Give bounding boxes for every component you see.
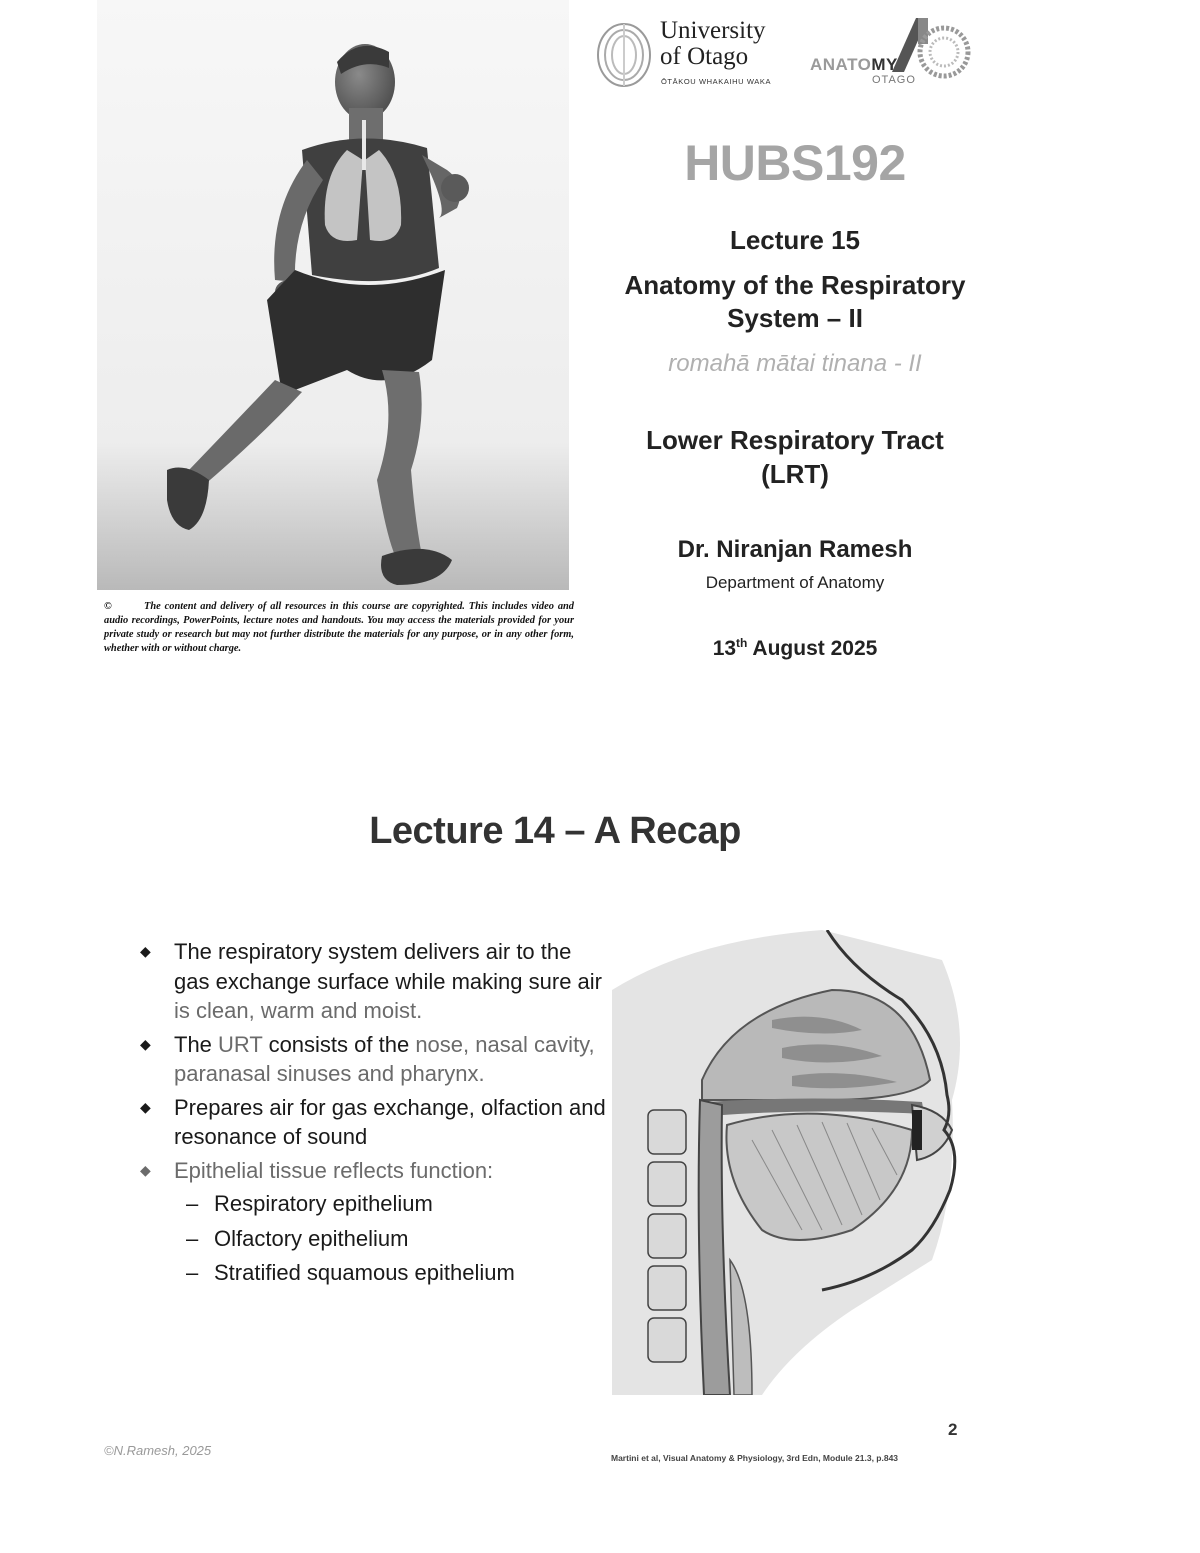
lecturer-name: Dr. Niranjan Ramesh xyxy=(677,536,913,563)
head-sagittal-section-diagram xyxy=(612,930,974,1395)
date-month-year: August 2025 xyxy=(747,637,878,660)
bullet-text: Epithelial tissue reflects function: xyxy=(174,1157,494,1183)
sub-bullet-text: Olfactory epithelium xyxy=(214,1225,409,1251)
lecture-topic xyxy=(580,423,1010,491)
date-day: 13 xyxy=(712,637,737,660)
lecture-title xyxy=(580,269,1010,335)
sub-bullet-item xyxy=(140,1258,610,1288)
bullet-text: consists of the xyxy=(262,1031,416,1057)
university-name-line1: University xyxy=(660,17,766,44)
copyright-text: The content and delivery of all resources in this course are copyrighted. This includes video and audio recordings, PowerPoints, lecture notes and handouts. You may access the materials provided for your private study or research but may not further distribute the materials for any purpose, or in any other form, whether with or without charge. xyxy=(104,601,574,654)
bullet-text: The xyxy=(174,1031,219,1057)
lecture-date xyxy=(580,636,1010,661)
course-code: HUBS192 xyxy=(684,135,906,191)
dash-icon: – xyxy=(186,1260,199,1285)
recap-bullet-list xyxy=(140,937,610,1293)
bullet-icon: ◆ xyxy=(140,1161,151,1178)
slide-title: Lecture 14 – A Recap xyxy=(369,810,741,852)
anatomy-word-light: ANATO xyxy=(810,55,872,74)
anatomy-logo-otago: OTAGO xyxy=(872,74,916,86)
bullet-item xyxy=(140,1156,610,1186)
bullet-icon: ◆ xyxy=(140,1098,151,1115)
sub-bullet-text: Stratified squamous epithelium xyxy=(214,1260,515,1285)
bullet-item xyxy=(140,937,610,1026)
bullet-text: Prepares air for gas exchange, olfaction and resonance of sound xyxy=(174,1094,606,1149)
department-name: Department of Anatomy xyxy=(705,573,885,592)
copyright-notice xyxy=(104,600,574,656)
university-of-otago-logo xyxy=(596,18,796,90)
lecture-title-line2: System – II xyxy=(727,303,863,333)
topic-line2: (LRT) xyxy=(761,459,829,489)
dash-icon: – xyxy=(186,1191,199,1216)
university-crest-icon xyxy=(596,22,652,88)
sub-bullet-text: Respiratory epithelium xyxy=(214,1191,433,1216)
runner-lungs-photo xyxy=(97,0,569,590)
lecture-title-maori: romahā mātai tinana - II xyxy=(668,350,922,377)
bullet-icon: ◆ xyxy=(140,1035,151,1052)
anatomy-wordmark xyxy=(810,55,898,75)
sub-bullet-item xyxy=(140,1189,610,1219)
bullet-text: The respiratory system delivers air to the gas exchange surface while making sure air xyxy=(174,939,603,994)
anatomy-word-bold: MY xyxy=(871,55,898,74)
slide-number: 2 xyxy=(948,1420,958,1439)
copyright-symbol: © xyxy=(104,601,112,612)
university-name-line2: of Otago xyxy=(660,43,749,70)
bullet-text-gray: nose, nasal cavity, paranasal sinuses and pharynx. xyxy=(174,1031,595,1086)
sub-bullet-item xyxy=(140,1224,610,1254)
topic-line1: Lower Respiratory Tract xyxy=(646,425,944,455)
author-credit: ©N.Ramesh, 2025 xyxy=(104,1443,212,1458)
dash-icon: – xyxy=(186,1225,199,1251)
bullet-item xyxy=(140,1093,610,1152)
bullet-icon: ◆ xyxy=(140,943,151,959)
bullet-item xyxy=(140,1030,610,1089)
figure-credit: Martini et al, Visual Anatomy & Physiology, 3rd Edn, Module 21.3, p.843 xyxy=(611,1453,899,1463)
date-suffix: th xyxy=(736,636,748,650)
lecture-number: Lecture 15 xyxy=(729,225,861,255)
university-maori-name: ŌTĀKOU WHAKAIHU WAKA xyxy=(661,77,772,86)
bullet-text-gray: is clean, warm and moist. xyxy=(174,998,423,1023)
bullet-text-urt: URT xyxy=(218,1031,263,1057)
anatomy-otago-logo xyxy=(808,14,973,90)
lecture-title-line1: Anatomy of the Respiratory xyxy=(624,270,966,300)
